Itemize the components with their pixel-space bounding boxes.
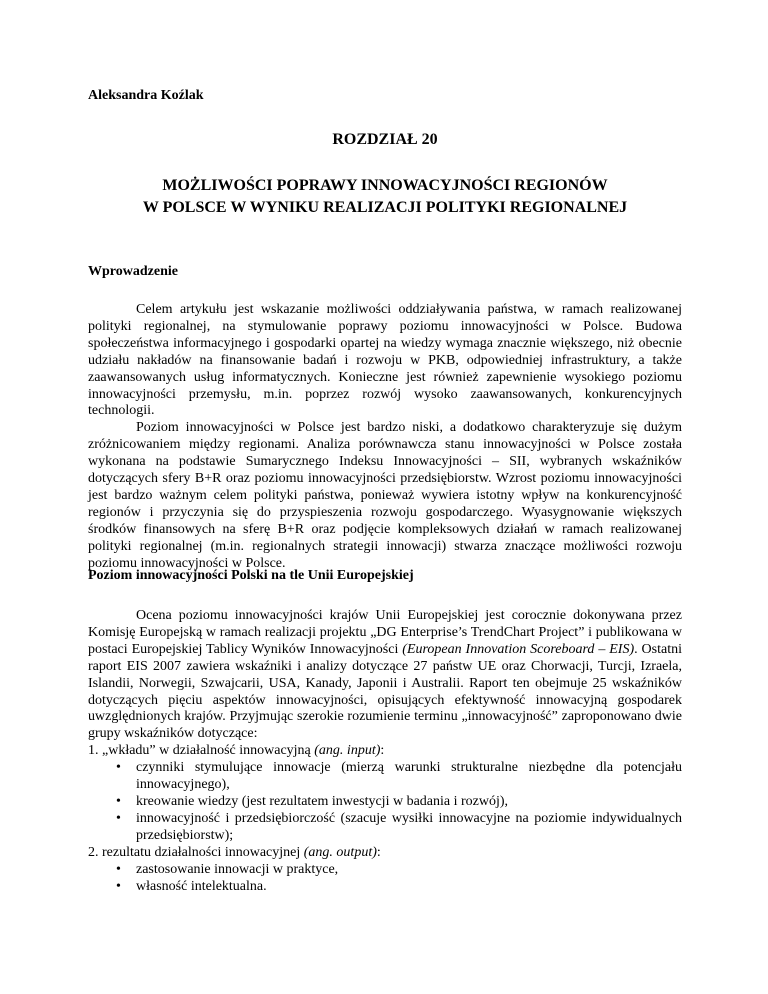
bullet-item (88, 862, 682, 879)
bullet-item (88, 760, 682, 794)
input-bullet-list (88, 760, 682, 845)
title-line-1: MOŻLIWOŚCI POPRAWY INNOWACYJNOŚCI REGIONÓW (162, 177, 608, 194)
section-paragraph-italic: (European Innovation Scoreboard – EIS) (402, 641, 635, 657)
bullet-icon: • (116, 878, 121, 894)
section-body (88, 608, 682, 895)
bullet-item (88, 879, 682, 896)
bullet-icon: • (116, 861, 121, 877)
bullet-text: własność intelektualna. (136, 878, 267, 894)
output-bullet-list (88, 862, 682, 896)
bullet-text: innowacyjność i przedsiębiorczość (szacuje wysiłki innowacyjne na poziomie indywidualnych przedsiębiorstw); (136, 810, 682, 843)
bullet-icon: • (116, 793, 121, 809)
intro-section (88, 302, 682, 573)
section-paragraph-1 (88, 608, 682, 743)
bullet-text: czynniki stymulujące innowacje (mierzą warunki strukturalne niezbędne dla potencjału innowacyjnego), (136, 760, 682, 793)
list-item-input-italic: (ang. input) (314, 743, 381, 759)
bullet-item (88, 811, 682, 845)
author-name: Aleksandra Koźlak (88, 88, 204, 103)
bullet-icon: • (116, 810, 121, 826)
bullet-icon: • (116, 760, 121, 776)
bullet-item (88, 794, 682, 811)
chapter-number: ROZDZIAŁ 20 (332, 131, 438, 148)
section-paragraph-text-b: . Ostatni raport EIS 2007 zawiera wskaźniki i analizy dotyczące 27 państw UE oraz Chorwacji, Turcji, Izraela, Islandii, Norwegii, Szwajcarii, USA, Kanady, Japonii i Australii. Raport ten obejmuje 25 wskaźników dotyczących pięciu aspektów innowacyjności, opisujących efektywność innowacyjną gospodarek uwzględnionych krajów. Przyjmując szerokie rozumienie terminu „innowacyjność” zaproponowano dwie grupy wskaźników dotyczące: (88, 641, 682, 742)
section-heading: Poziom innowacyjności Polski na tle Unii Europejskiej (88, 568, 414, 583)
list-item-output-colon: : (376, 844, 381, 860)
bullet-text: kreowanie wiedzy (jest rezultatem inwestycji w badania i rozwój), (136, 793, 509, 809)
list-item-output-italic: (ang. output) (303, 844, 377, 860)
list-item-input (88, 743, 682, 760)
bullet-text: zastosowanie innowacji w praktyce, (136, 861, 339, 877)
list-item-output-label: 2. rezultatu działalności innowacyjnej (88, 844, 304, 860)
intro-paragraph-2: Poziom innowacyjności w Polsce jest bardzo niski, a dodatkowo charakteryzuje się dużym zróżnicowaniem między regionami. Analiza porównawcza stanu innowacyjności w Polsce została wykonana na podstawie Sumarycznego Indeksu Innowacyjności – SII, wybranych wskaźników dotyczących sfery B+R oraz poziomu innowacyjności przedsiębiorstw. Wzrost poziomu innowacyjności jest bardzo ważnym celem polityki państwa, ponieważ wywiera istotny wpływ na konkurencyjność regionów i przyczynia się do przyspieszenia rozwoju gospodarczego. Wyasygnowanie większych środków finansowych na sferę B+R oraz podjęcie kompleksowych działań w ramach realizowanej polityki regionalnej (m.in. regionalnych strategii innowacji) stwarza znaczące możliwości rozwoju poziomu innowacyjności w Polsce. (88, 420, 682, 571)
intro-paragraph-1: Celem artykułu jest wskazanie możliwości oddziaływania państwa, w ramach realizowanej polityki regionalnej, na stymulowanie poprawy poziomu innowacyjności w Polsce. Budowa społeczeństwa informacyjnego i gospodarki opartej na wiedzy wymaga znacznie większego, niż obecnie udziału nakładów na finansowanie badań i rozwoju w PKB, odpowiedniej infrastruktury, a także zaawansowanych usług informatycznych. Konieczne jest również zapewnienie wysokiego poziomu innowacyjności przemysłu, m.in. poprzez rozwój wysoko zaawansowanych, konkurencyjnych technologii. (88, 302, 682, 419)
list-item-input-colon: : (380, 743, 385, 759)
section-paragraph-text-a: Ocena poziomu innowacyjności krajów Unii Europejskiej jest corocznie dokonywana przez Komisję Europejską w ramach realizacji projektu „DG Enterprise’s TrendChart Project” i publikowana w postaci Europejskiej Tablicy Wyników Innowacyjności (88, 608, 682, 657)
intro-heading: Wprowadzenie (88, 264, 178, 279)
chapter-title (88, 175, 682, 219)
title-line-2: W POLSCE W WYNIKU REALIZACJI POLITYKI REGIONALNEJ (142, 199, 628, 216)
list-item-output (88, 845, 682, 862)
list-item-input-label: 1. „wkładu” w działalność innowacyjną (88, 743, 315, 759)
